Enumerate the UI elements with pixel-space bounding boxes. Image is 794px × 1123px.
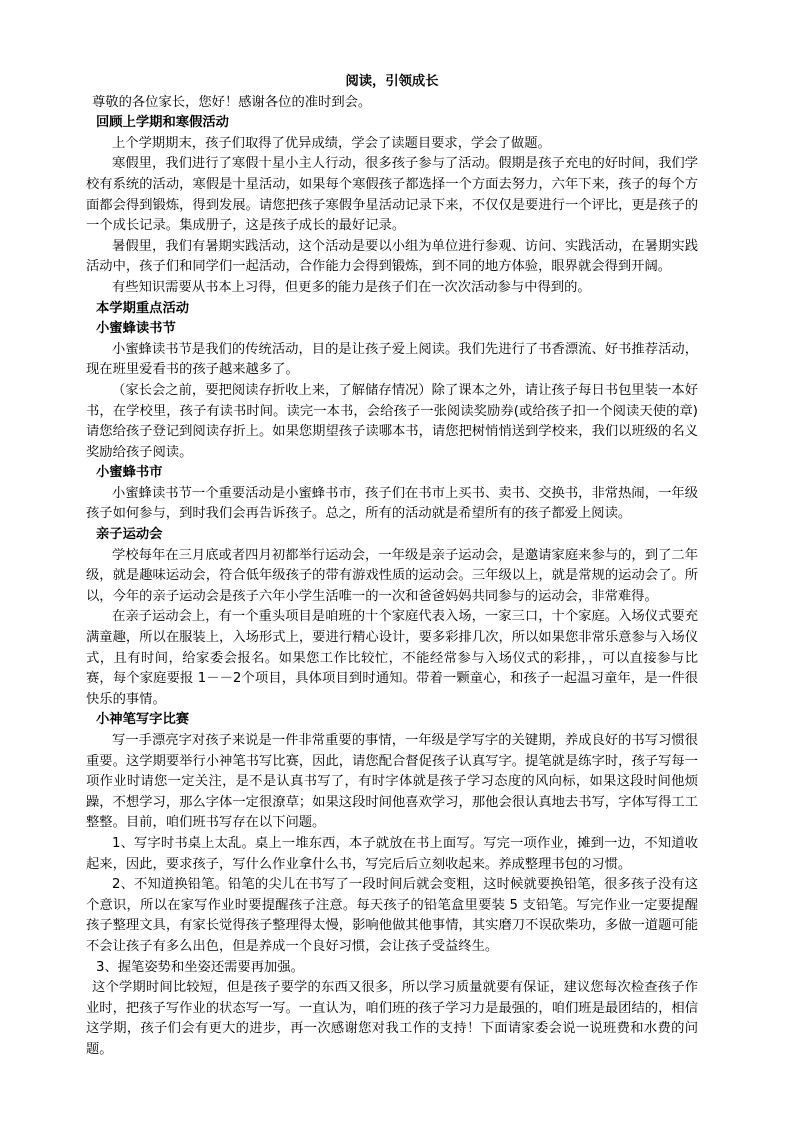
paragraph-book-market: 小蜜蜂读书节一个重要活动是小蜜蜂书市，孩子们在书市上买书、卖书、交换书，非常热闹，一年级孩子如何参与，到时我们会再告诉孩子。总之，所有的活动就是希望所有的孩子都爱上阅读。	[86, 485, 698, 522]
document-title: 阅读，引领成长	[345, 74, 439, 89]
section-heading-key-activities: 本学期重点活动	[96, 300, 190, 316]
subheading-reading-festival: 小蜜蜂读书节	[96, 321, 176, 337]
paragraph-reading-festival-1: 小蜜蜂读书节是我们的传统活动，目的是让孩子爱上阅读。我们先进行了书香漂流、好书推荐活动，现在班里爱看书的孩子越来越多了。	[86, 341, 698, 378]
greeting-paragraph: 尊敬的各位家长，您好！感谢各位的准时到会。	[92, 94, 372, 110]
subheading-book-market: 小蜜蜂书市	[96, 465, 163, 481]
paragraph-sports-meet-2: 在亲子运动会上，有一个重头项目是咱班的十个家庭代表入场，一家三口，十个家庭。入场仪式要充满童趣，所以在服装上，入场形式上，要进行精心设计，要多彩排几次，所以如果您非常乐意参与入场仪式，且有时间，给家委会报名。如果您工作比较忙，不能经常参与入场仪式的彩排，，可以直接参与比赛，每个家庭要报 1－－2个项目，具体项目到时通知。带着一颗童心，和孩子一起温习童年，是一件很快乐的事情。	[86, 609, 698, 707]
list-item-pencil: 2、不知道换铅笔。铅笔的尖儿在书写了一段时间后就会变粗，这时候就要换铅笔，很多孩子没有这个意识，所以在家写作业时要提醒孩子注意。每天孩子的铅笔盒里要装 5 支铅笔。写完作业一定要提醒孩子整理文具，有家长觉得孩子整理得太慢，影响他做其他事情，其实磨刀不误砍柴功，多做一道题可能不会让孩子有多么出色，但是养成一个良好习惯，会让孩子受益终生。	[86, 877, 698, 954]
paragraph-summer-vacation: 暑假里，我们有暑期实践活动，这个活动是要以小组为单位进行参观、访问、实践活动，在暑期实践活动中，孩子们和同学们一起活动，合作能力会得到锻炼，到不同的地方体验，眼界就会得到开阔。	[86, 238, 698, 275]
list-item-posture: 3、握笔姿势和坐姿还需要再加强。	[96, 959, 304, 975]
paragraph-knowledge: 有些知识需要从书本上习得，但更多的能力是孩子们在一次次活动参与中得到的。	[112, 279, 591, 295]
paragraph-winter-vacation: 寒假里，我们进行了寒假十星小主人行动，很多孩子参与了活动。假期是孩子充电的好时间，我们学校有系统的活动，寒假是十星活动，如果每个寒假孩子都选择一个方面去努力，六年下来，孩子的每个方面都会得到锻炼，得到发展。请您把孩子寒假争星活动记录下来，不仅仅是要进行一个评比，更是孩子的一个成长记录。集成册子，这是孩子成长的最好记录。	[86, 156, 698, 234]
list-item-desk-mess: 1、写字时书桌上太乱。桌上一堆东西，本子就放在书上面写。写完一项作业，摊到一边，不知道收起来，因此，要求孩子，写什么作业拿什么书，写完后后立刻收起来。养成整理书包的习惯。	[86, 835, 698, 872]
section-heading-review: 回顾上学期和寒假活动	[96, 115, 229, 131]
closing-paragraph: 这个学期时间比较短，但是孩子要学的东西又很多，所以学习质量就要有保证，建议您每次检查孩子作业时，把孩子写作业的状态写一写。一直认为，咱们班的孩子学习力是最强的，咱们班是最团结的，相信这学期，孩子们会有更大的进步，再一次感谢您对我工作的支持！下面请家委会说一说班费和水费的问题。	[86, 980, 698, 1057]
subheading-writing-contest: 小神笔写字比赛	[96, 712, 190, 728]
subheading-sports-meet: 亲子运动会	[96, 527, 163, 543]
paragraph-sports-meet-1: 学校每年在三月底或者四月初都举行运动会，一年级是亲子运动会，是邀请家庭来参与的，到了二年级，就是趣味运动会，符合低年级孩子的带有游戏性质的运动会。三年级以上，就是常规的运动会了。所以，今年的亲子运动会是孩子六年小学生活唯一的一次和爸爸妈妈共同参与的运动会，非常难得。	[86, 547, 698, 604]
paragraph-reading-festival-2: （家长会之前，要把阅读存折收上来，了解储存情况）除了课本之外，请让孩子每日书包里装一本好书，在学校里，孩子有读书时间。读完一本书，会给孩子一张阅读奖励券(或给孩子扣一个阅读天使的章)请您给孩子登记到阅读存折上。如果您期望孩子读哪本书，请您把树悄悄送到学校来，我们以班级的名义奖励给孩子阅读。	[86, 382, 698, 460]
paragraph-last-term: 上个学期期末，孩子们取得了优异成绩，学会了读题目要求，学会了做题。	[112, 135, 551, 151]
paragraph-writing-contest: 写一手漂亮字对孩子来说是一件非常重要的事情，一年级是学写字的关键期，养成良好的书写习惯很重要。这学期要举行小神笔书写比赛，因此，请您配合督促孩子认真写字。提笔就是练字时，孩子写每一项作业时请您一定关注，是不是认真书写了，有时字体就是孩子学习态度的风向标，如果这段时间他烦躁，不想学习，那么字体一定很潦草；如果这段时间他喜欢学习，那他会很认真地去书写，字体写得工工整整。目前，咱们班书写存在以下问题。	[86, 733, 698, 831]
